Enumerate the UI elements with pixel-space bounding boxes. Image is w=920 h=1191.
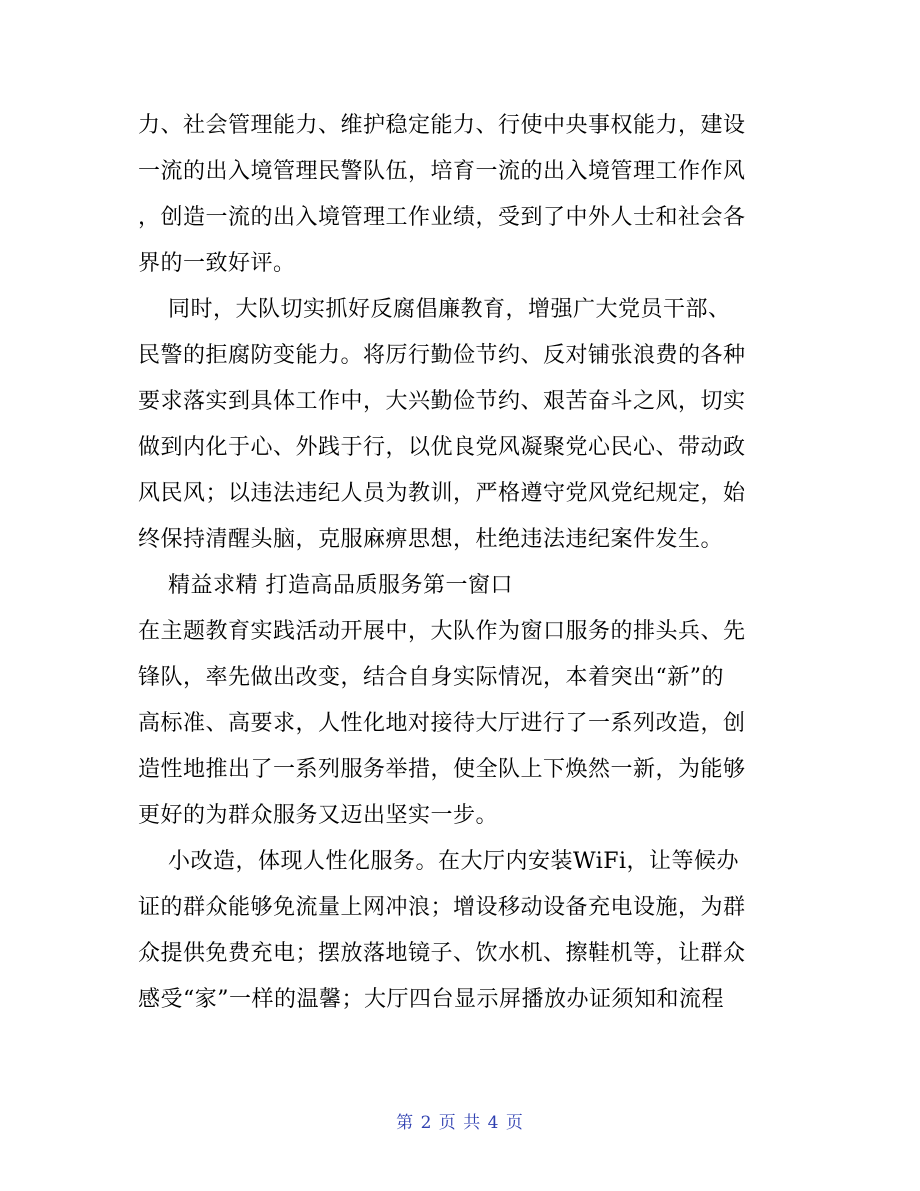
text-line: ，创造一流的出入境管理工作业绩，受到了中外人士和社会各	[138, 205, 746, 230]
text-line: 在主题教育实践活动开展中，大队作为窗口服务的排头兵、先	[138, 619, 746, 644]
text-line: 做到内化于心、外践于行，以优良党风凝聚党心民心、带动政	[138, 435, 746, 460]
section-heading: 精益求精 打造高品质服务第一窗口	[138, 573, 513, 598]
text-line: 证的群众能够免流量上网冲浪；增设移动设备充电设施，为群	[138, 895, 746, 920]
text-line: 要求落实到具体工作中，大兴勤俭节约、艰苦奋斗之风，切实	[138, 389, 746, 414]
text-line: 力、社会管理能力、维护稳定能力、行使中央事权能力，建设	[138, 113, 746, 138]
text-line: 更好的为群众服务又迈出坚实一步。	[138, 803, 499, 828]
text-line: 一流的出入境管理民警队伍，培育一流的出入境管理工作作风	[138, 159, 746, 184]
text-line: 民警的拒腐防变能力。将厉行勤俭节约、反对铺张浪费的各种	[138, 343, 746, 368]
text-line: 终保持清醒头脑，克服麻痹思想，杜绝违法违纪案件发生。	[138, 527, 724, 552]
text-line: 锋队，率先做出改变，结合自身实际情况，本着突出“新”的	[138, 665, 724, 690]
page-number-footer: 第 2 页 共 4 页	[396, 1113, 524, 1133]
text-line: 高标准、高要求，人性化地对接待大厅进行了一系列改造，创	[138, 711, 746, 736]
text-line: 同时，大队切实抓好反腐倡廉教育，增强广大党员干部、	[138, 297, 731, 322]
text-line: 感受“家”一样的温馨；大厅四台显示屏播放办证须知和流程	[138, 987, 724, 1012]
text-line: 风民风；以违法违纪人员为教训，严格遵守党风党纪规定，始	[138, 481, 746, 506]
text-line: 众提供免费充电；摆放落地镜子、饮水机、擦鞋机等，让群众	[138, 941, 746, 966]
text-line: 造性地推出了一系列服务举措，使全队上下焕然一新，为能够	[138, 757, 746, 782]
text-line: 小改造，体现人性化服务。在大厅内安装WiFi，让等候办	[138, 849, 740, 874]
text-line: 界的一致好评。	[138, 251, 296, 276]
